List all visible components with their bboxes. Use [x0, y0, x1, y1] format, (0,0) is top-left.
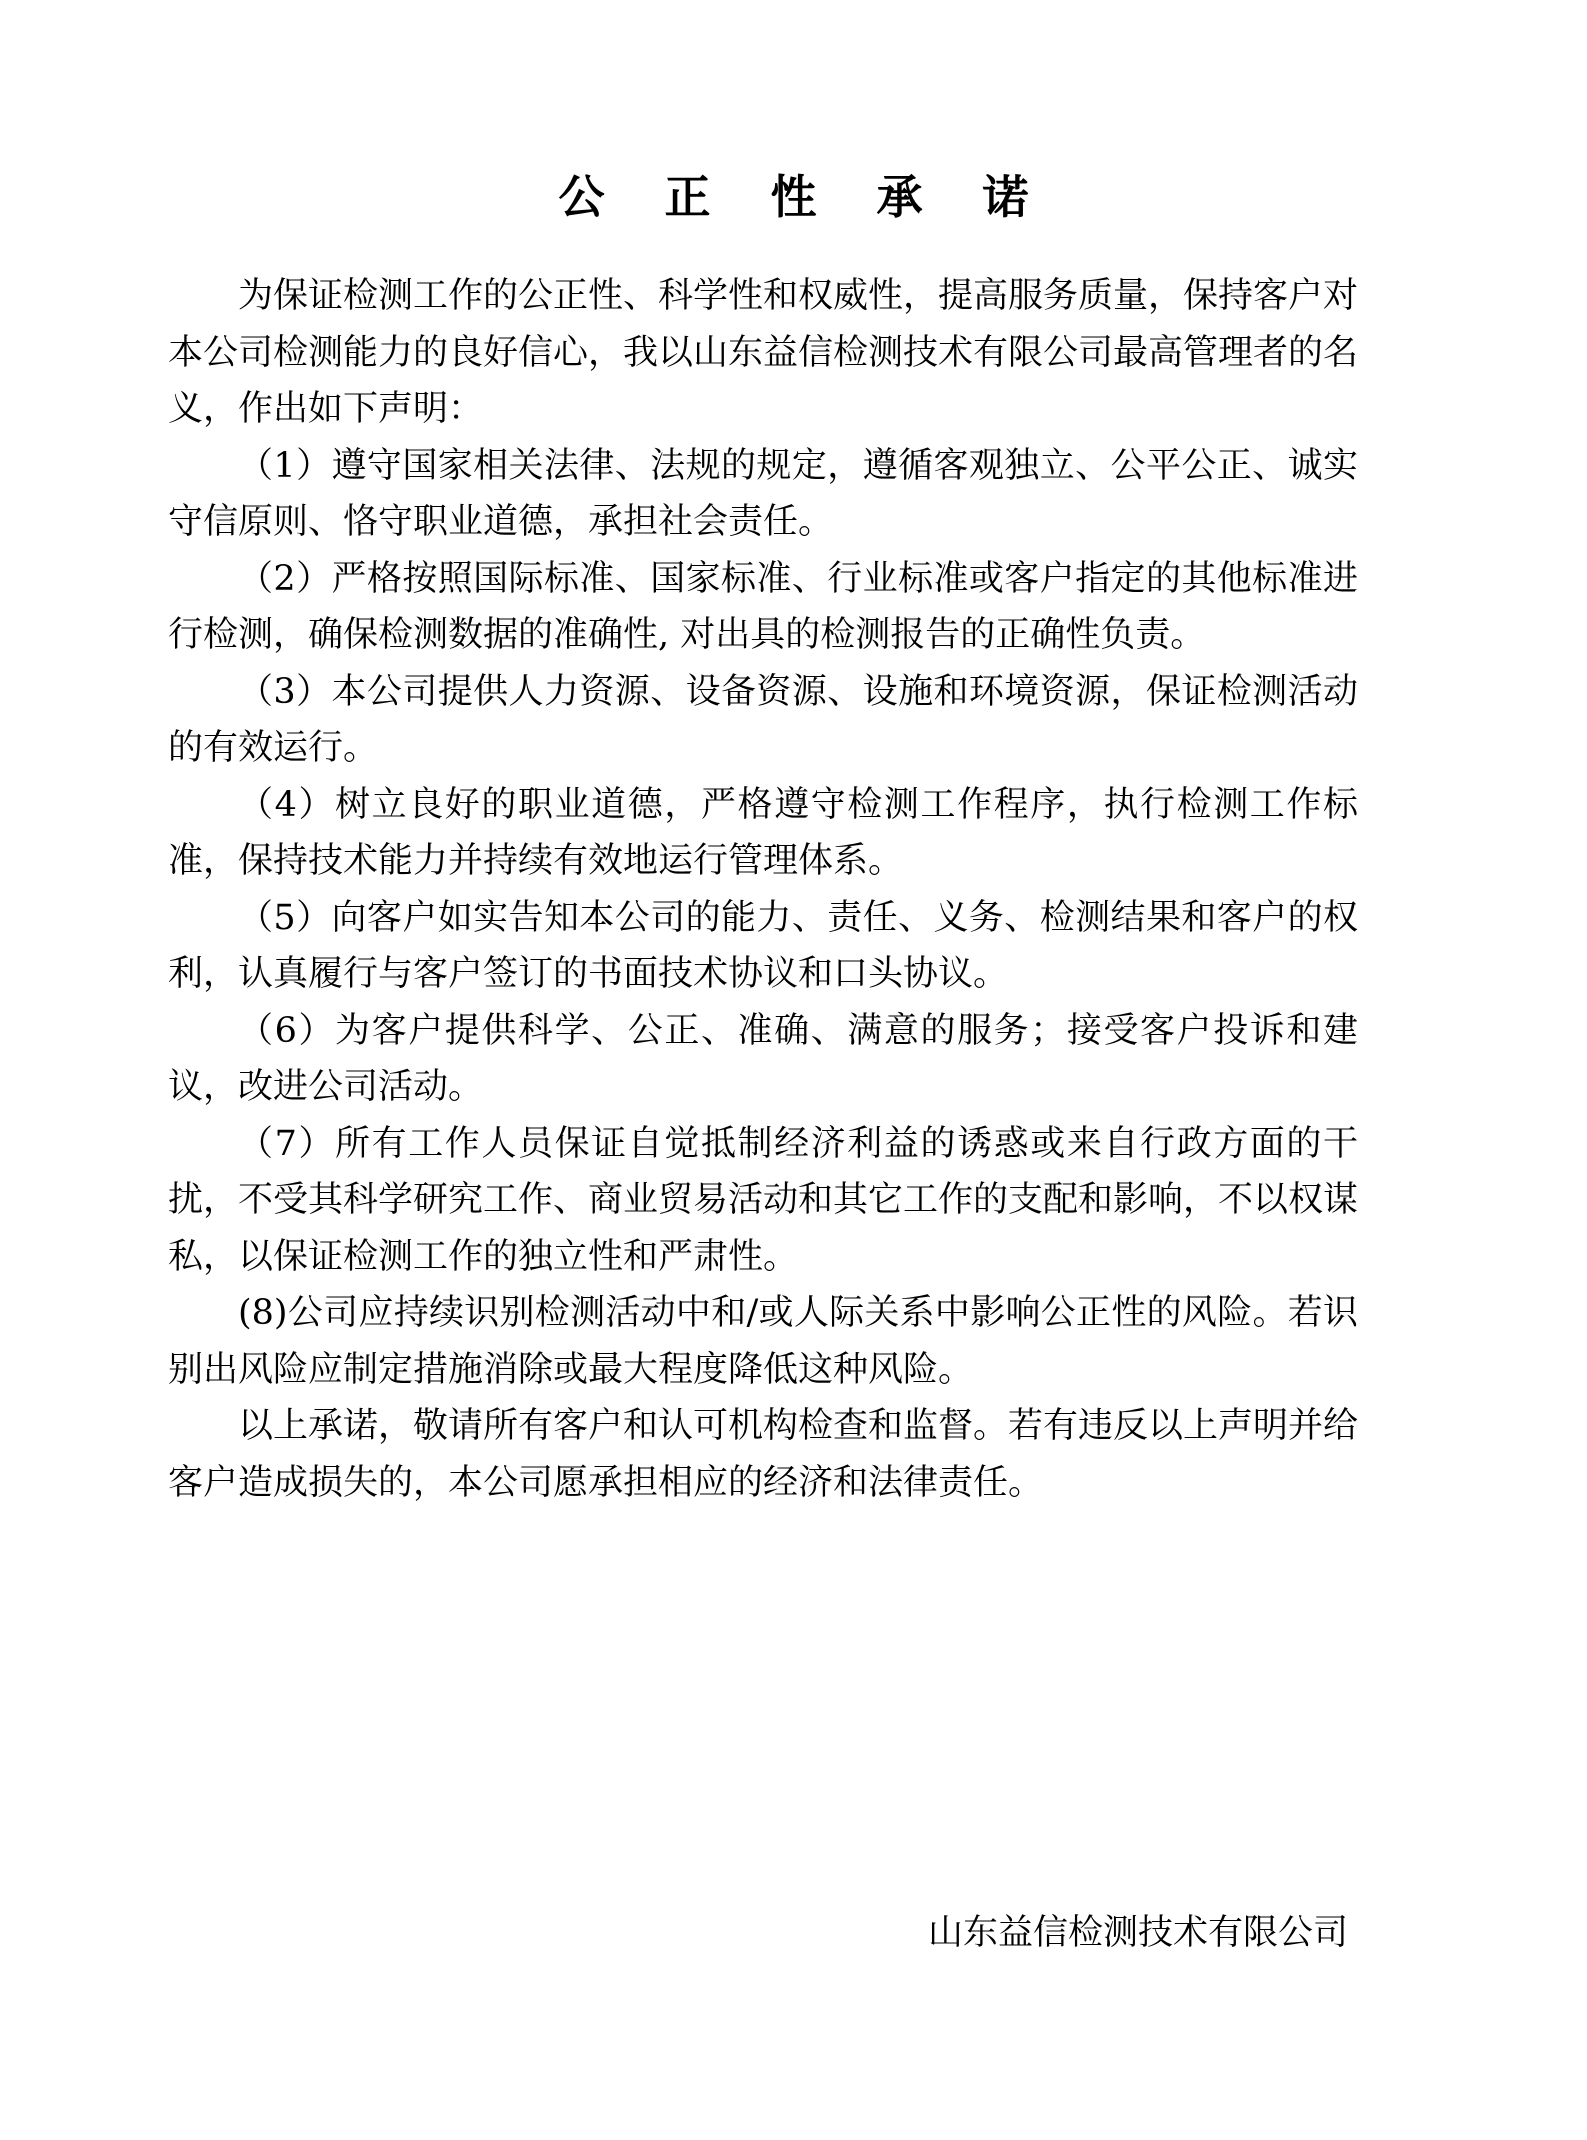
company-signature: 山东益信检测技术有限公司: [927, 1913, 1348, 1953]
signature-row: [168, 1905, 1358, 1962]
page-title: 公 正 性 承 诺: [558, 169, 1051, 224]
clause-paragraph-8: (8)公司应持续识别检测活动中和/或人际关系中影响公正性的风险。若识别出风险应制定措施消除或最大程度降低这种风险。: [168, 1293, 1358, 1390]
clause-paragraph-7: （7）所有工作人员保证自觉抵制经济利益的诱惑或来自行政方面的干扰，不受其科学研究工作、商业贸易活动和其它工作的支配和影响，不以权谋私，以保证检测工作的独立性和严肃性。: [168, 1123, 1359, 1277]
document-body: [168, 268, 1358, 1511]
closing-paragraph: 以上承诺，敬请所有客户和认可机构检查和监督。若有违反以上声明并给客户造成损失的，本公司愿承担相应的经济和法律责任。: [168, 1406, 1359, 1503]
clause-paragraph-6: （6）为客户提供科学、公正、准确、满意的服务；接受客户投诉和建议，改进公司活动。: [168, 1010, 1358, 1107]
clause-paragraph-2: （2）严格按照国际标准、国家标准、行业标准或客户指定的其他标准进行检测，确保检测数据的准确性, 对出具的检测报告的正确性负责。: [168, 558, 1358, 655]
intro-paragraph: 为保证检测工作的公正性、科学性和权威性，提高服务质量，保持客户对本公司检测能力的良好信心，我以山东益信检测技术有限公司最高管理者的名义，作出如下声明：: [168, 276, 1359, 429]
clause-paragraph-5: （5）向客户如实告知本公司的能力、责任、义务、检测结果和客户的权利，认真履行与客户签订的书面技术协议和口头协议。: [168, 897, 1358, 994]
clause-paragraph-4: （4）树立良好的职业道德，严格遵守检测工作程序，执行检测工作标准，保持技术能力并持续有效地运行管理体系。: [168, 784, 1358, 881]
clause-paragraph-1: （1）遵守国家相关法律、法规的规定，遵循客观独立、公平公正、诚实守信原则、恪守职业道德，承担社会责任。: [168, 445, 1358, 542]
clause-paragraph-3: （3）本公司提供人力资源、设备资源、设施和环境资源，保证检测活动的有效运行。: [168, 671, 1358, 768]
